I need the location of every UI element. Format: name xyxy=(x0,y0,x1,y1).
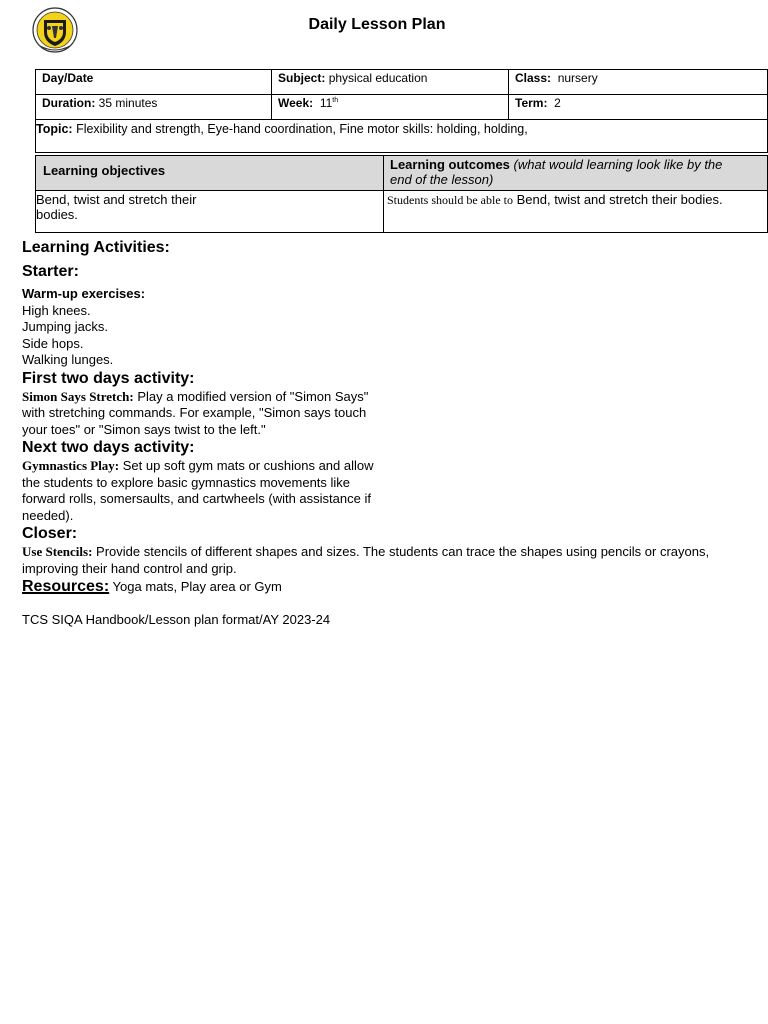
duration-cell xyxy=(36,95,272,120)
topic-value: Flexibility and strength, Eye-hand coordination, Fine motor skills: holding, holding, xyxy=(76,122,528,136)
warmup-heading: Warm-up exercises: xyxy=(22,286,146,301)
next-activity-paragraph xyxy=(22,458,382,524)
week-label: Week: xyxy=(278,96,314,110)
warmup-item: Walking lunges. xyxy=(22,352,114,367)
first-activity-text: Play a modified version of "Simon Says" with stretching commands. For example, "Simon says touch your toes" or "Simon says twist to the left." xyxy=(22,388,369,437)
subject-cell xyxy=(272,70,509,95)
objective-cell xyxy=(36,191,384,233)
outcomes-header: Learning outcomes xyxy=(390,157,510,172)
subject-label: Subject: xyxy=(278,71,326,85)
first-activity-heading: First two days activity: xyxy=(22,369,195,387)
footer-text: TCS SIQA Handbook/Lesson plan format/AY 2023-24 xyxy=(22,611,331,627)
lesson-content xyxy=(22,238,742,628)
warmup-item: High knees. xyxy=(22,302,91,318)
closer-name: Use Stencils: xyxy=(22,544,93,559)
resources-label: Resources: xyxy=(22,578,110,595)
resources-line xyxy=(22,579,742,596)
first-activity-paragraph xyxy=(22,389,382,439)
duration-value: 35 minutes xyxy=(98,96,158,110)
duration-label: Duration: xyxy=(42,96,96,110)
next-activity-name: Gymnastics Play: xyxy=(22,458,120,473)
closer-paragraph xyxy=(22,544,742,577)
closer-heading: Closer: xyxy=(22,525,78,542)
warmup-item: Side hops. xyxy=(22,335,84,351)
objectives-header: Learning objectives xyxy=(43,163,166,178)
objectives-header-cell xyxy=(36,156,384,191)
warmup-item: Jumping jacks. xyxy=(22,319,108,334)
resources-text: Yoga mats, Play area or Gym xyxy=(112,579,282,594)
class-label: Class: xyxy=(515,71,552,85)
objectives-table xyxy=(35,155,768,233)
week-cell xyxy=(272,95,509,120)
objective-text: Bend, twist and stretch their bodies. xyxy=(36,192,197,222)
page-title: Daily Lesson Plan xyxy=(308,16,446,33)
term-cell xyxy=(509,95,768,120)
topic-cell xyxy=(36,120,768,153)
day-date-label: Day/Date xyxy=(42,71,94,85)
outcome-prefix: Students should be able to xyxy=(387,193,513,207)
next-activity-heading: Next two days activity: xyxy=(22,439,195,456)
week-value: 11 xyxy=(319,96,333,110)
subject-value: physical education xyxy=(328,71,428,85)
starter-heading: Starter: xyxy=(22,263,79,280)
next-activity-text: Set up soft gym mats or cushions and allow the students to explore basic gymnastics movements like forward rolls, somersaults, and cartwheels (with assistance if needed). xyxy=(22,458,374,523)
term-value: 2 xyxy=(554,96,561,110)
outcomes-header-note: (what would learning look like by the end of the lesson) xyxy=(390,157,723,187)
first-activity-name: Simon Says Stretch: xyxy=(22,388,134,404)
lesson-meta-table xyxy=(35,69,768,153)
learning-activities-heading: Learning Activities: xyxy=(22,239,170,256)
outcomes-header-cell xyxy=(384,156,768,191)
day-date-cell xyxy=(36,70,272,95)
term-label: Term: xyxy=(515,96,548,110)
week-suffix: th xyxy=(332,97,339,104)
class-value: nursery xyxy=(557,71,598,85)
class-cell xyxy=(509,70,768,95)
outcome-text: Bend, twist and stretch their bodies. xyxy=(516,192,723,207)
outcome-cell xyxy=(384,191,768,233)
topic-label: Topic: xyxy=(36,122,73,136)
closer-text: Provide stencils of different shapes and sizes. The students can trace the shapes using pencils or crayons, improving their hand control and grip. xyxy=(22,544,710,576)
